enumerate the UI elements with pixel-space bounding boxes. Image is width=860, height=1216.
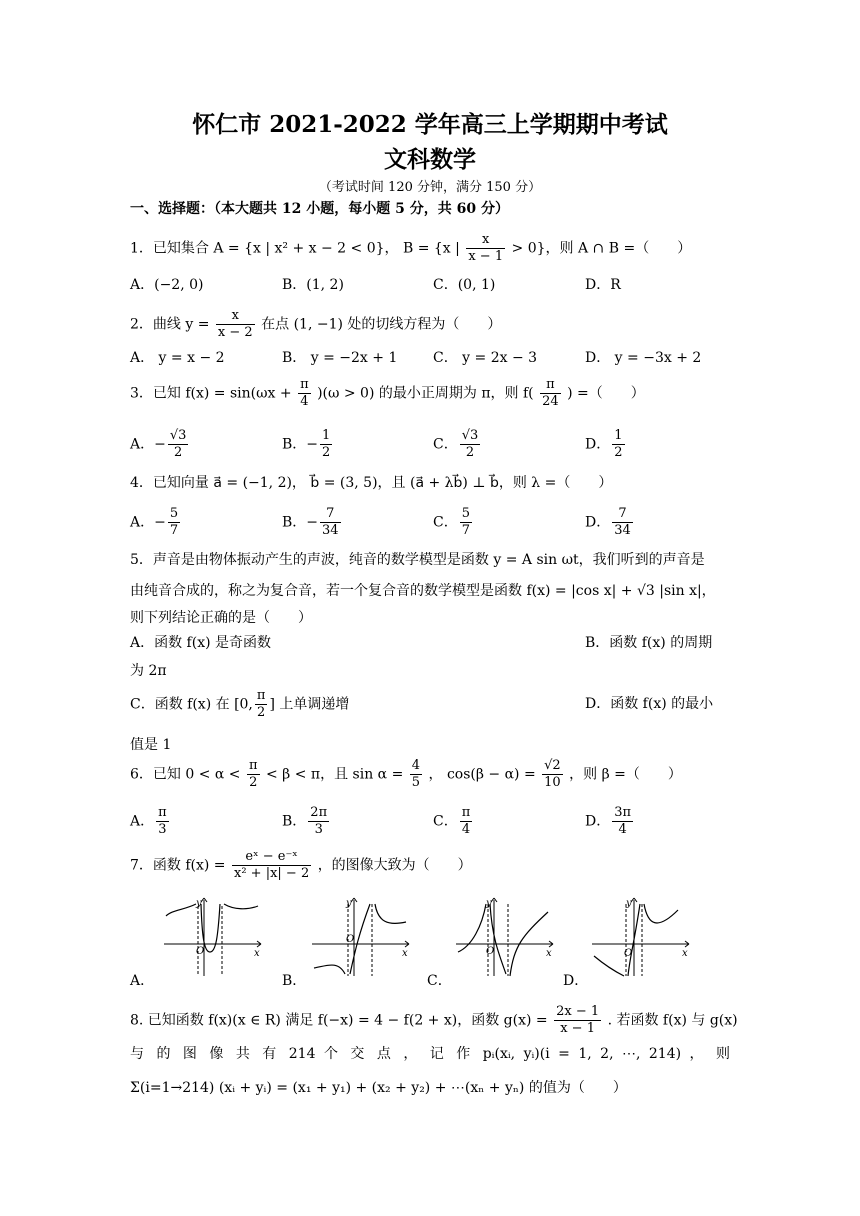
q2-option-b: B． y = −2x + 1	[282, 350, 398, 366]
q2-text-end: 在点 (1, −1) 处的切线方程为（ ）	[261, 316, 502, 333]
svg-text:y: y	[486, 898, 492, 909]
q6-option-c: C． $\frac{\pi}{4}$	[433, 805, 471, 837]
q7-label-c: C．	[427, 973, 452, 989]
q3-text-end: ) =（ ）	[567, 385, 645, 402]
q3-option-d: D． $\frac{1}{2}$	[585, 428, 623, 460]
exam-subtitle: 文科数学	[384, 146, 476, 173]
exam-title: 怀仁市 2021-2022 学年高三上学期期中考试	[192, 111, 668, 138]
q5-option-c: C．函数 f(x) 在 [0, $\frac{\pi}{2}$ ] 上单调递增	[130, 688, 350, 720]
q1-option-a: A．(−2, 0)	[130, 277, 204, 293]
q1-text-end: > 0}，则 A ∩ B =（ ）	[511, 240, 692, 257]
svg-text:O: O	[624, 948, 633, 959]
q7-graph-c	[452, 896, 558, 978]
q3-text: 3．已知 f(x) = sin(ωx +	[130, 385, 292, 402]
q2-text: 2．曲线 y =	[130, 316, 210, 333]
q2-fraction: $\frac{x}{x - 2}$	[217, 308, 253, 340]
q6-option-b: B． $\frac{2\pi}{3}$	[282, 805, 328, 837]
question-6: 6．已知 0 < α < $\frac{\pi}{2}$ < β < π，且 sin α = $\frac{4}{5}$ ， cos(β − α) = $\frac{√2}{10}$ ，则 β =（ ）	[130, 758, 682, 790]
q8-line-3: Σ(i=1→214) (xᵢ + yᵢ) = (x₁ + y₁) + (x₂ + y₂) + ⋯(xₙ + yₙ) 的值为（ ）	[130, 1080, 627, 1096]
q3-fraction-1: $\frac{\pi}{4}$	[300, 377, 309, 409]
q3-option-a: A．− $\frac{√3}{2}$	[130, 428, 187, 460]
q2-option-a: A． y = x − 2	[130, 350, 225, 366]
svg-text:y: y	[196, 898, 202, 909]
q1-option-c: C．(0, 1)	[433, 277, 496, 293]
question-3	[130, 377, 645, 410]
q5-line-1: 5．声音是由物体振动产生的声波，纯音的数学模型是函数 y = A sin ωt，我们听到的声音是	[130, 552, 705, 568]
svg-text:x: x	[546, 948, 552, 959]
q8-line-1: 8. 已知函数 f(x)(x ∈ R) 满足 f(−x) = 4 − f(2 + x)，函数 g(x) = $\frac{2x - 1}{x - 1}$ . 若函数 f(x) 与 g(x)	[130, 1004, 738, 1036]
q6-option-d: D． $\frac{3\pi}{4}$	[585, 805, 632, 837]
q3-text-mid: )(ω > 0) 的最小正周期为 π，则 f(	[317, 385, 534, 402]
q7-graph-d	[588, 896, 694, 978]
section-heading: 一、选择题：（本大题共 12 小题，每小题 5 分，共 60 分）	[130, 201, 509, 217]
q5-option-a: A．函数 f(x) 是奇函数	[130, 635, 272, 651]
svg-text:O: O	[346, 934, 355, 945]
exam-note: （考试时间 120 分钟，满分 150 分）	[318, 180, 542, 195]
svg-text:y: y	[626, 898, 632, 909]
q4-option-b: B．− $\frac{7}{34}$	[282, 506, 339, 538]
q4-option-d: D． $\frac{7}{34}$	[585, 506, 631, 538]
q1-fraction: $\frac{x}{x - 1}$	[468, 232, 504, 264]
q7-label-d: D．	[563, 973, 589, 989]
question-2	[130, 308, 501, 341]
q5-option-d-cont: 值是 1	[130, 737, 172, 753]
q1-option-b: B．(1, 2)	[282, 277, 344, 293]
q7-label-a: A．	[130, 973, 155, 989]
q3-option-b: B．− $\frac{1}{2}$	[282, 428, 331, 460]
svg-text:x: x	[402, 948, 408, 959]
q4-option-c: C． $\frac{5}{7}$	[433, 506, 470, 538]
svg-text:x: x	[682, 948, 688, 959]
q1-text: 1．已知集合 A = {x | x² + x − 2 < 0}， B = {x |	[130, 240, 460, 257]
q2-option-d: D． y = −3x + 2	[585, 350, 702, 366]
question-1	[130, 232, 691, 265]
q2-option-c: C． y = 2x − 3	[433, 350, 538, 366]
svg-text:x: x	[254, 948, 260, 959]
svg-text:y: y	[346, 898, 352, 909]
svg-text:O: O	[196, 946, 205, 957]
q4-option-a: A．− $\frac{5}{7}$	[130, 506, 179, 538]
q5-option-b: B．函数 f(x) 的周期	[585, 635, 713, 651]
q5-option-d: D．函数 f(x) 的最小	[585, 696, 714, 712]
q1-option-d: D．R	[585, 277, 621, 293]
q3-option-c: C． $\frac{√3}{2}$	[433, 428, 479, 460]
question-7: 7．函数 f(x) = $\frac{\text{eˣ − e⁻ˣ}}{\text{x² + |x| − 2}}$ ，的图像大致为（ ）	[130, 849, 472, 881]
q5-line-2: 由纯音合成的，称之为复合音，若一个复合音的数学模型是函数 f(x) = |cos x| + √3 |sin x|，	[130, 583, 716, 599]
q8-line-2: 与 的 图 像 共 有 214 个 交 点 ， 记 作 pᵢ(xᵢ, yᵢ)(i = 1, 2, ⋯, 214) ， 则	[130, 1046, 730, 1062]
q7-graph-a	[160, 896, 266, 978]
q5-line-3: 则下列结论正确的是（ ）	[130, 610, 312, 626]
q7-label-b: B．	[282, 973, 307, 989]
q7-graph-b	[308, 896, 414, 978]
svg-text:O: O	[486, 946, 495, 957]
q3-fraction-2: $\frac{\pi}{24}$	[542, 377, 559, 409]
question-4: 4．已知向量 a⃗ = (−1, 2)， b⃗ = (3, 5)，且 (a⃗ + λb⃗) ⊥ b⃗，则 λ =（ ）	[130, 475, 613, 491]
q6-option-a: A． $\frac{\pi}{3}$	[130, 805, 167, 837]
q5-option-b-cont: 为 2π	[130, 663, 167, 679]
